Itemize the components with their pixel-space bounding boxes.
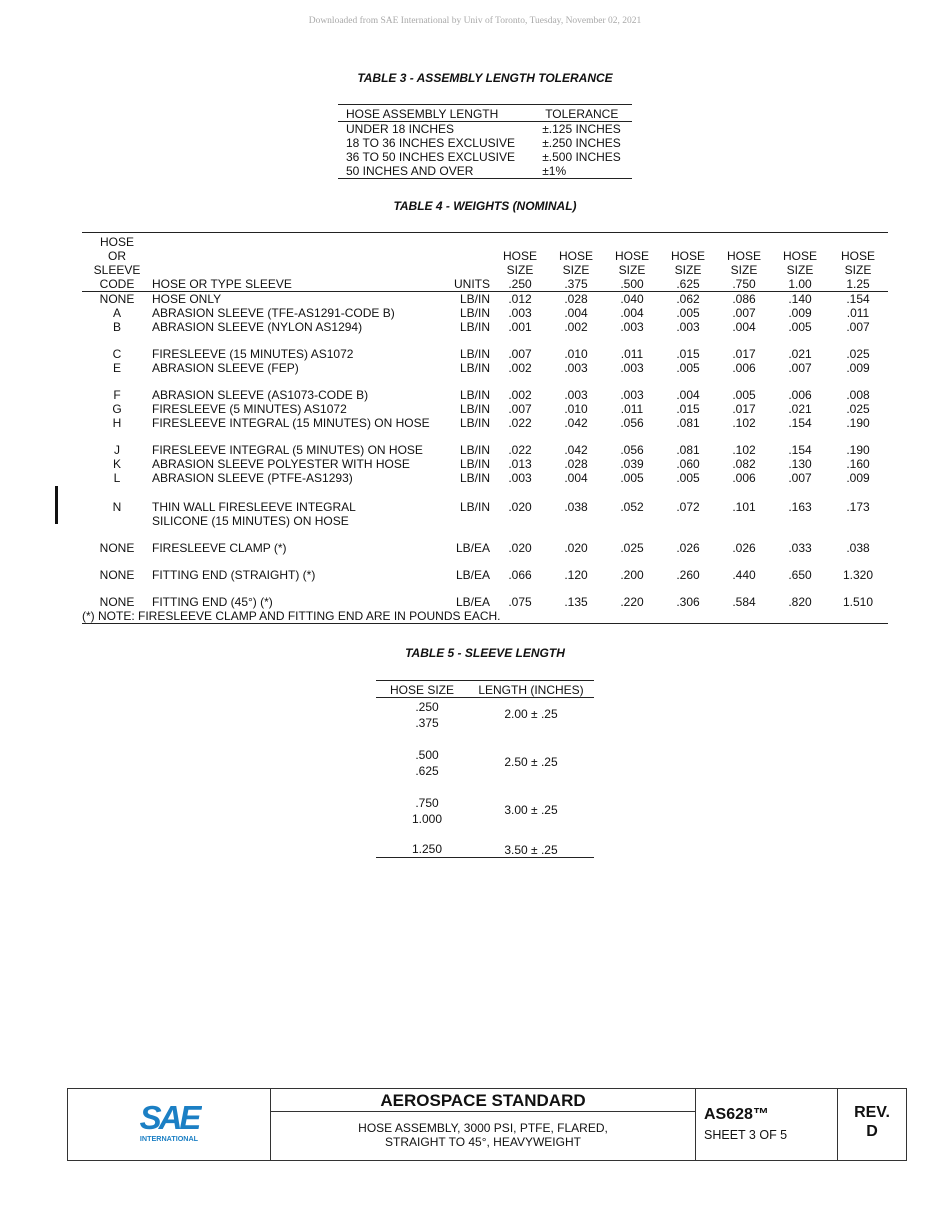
table3-header-length: HOSE ASSEMBLY LENGTH — [338, 105, 539, 122]
table4-cell: .650 — [788, 568, 812, 582]
table4-cell: .154 — [788, 443, 812, 457]
header-line: SIZE — [844, 263, 872, 277]
table-row — [82, 388, 888, 402]
header-line: SIZE — [786, 263, 814, 277]
revision-label: REV. — [854, 1104, 890, 1121]
table4-cell: .020 — [508, 541, 532, 555]
table4-cell: .072 — [676, 500, 700, 514]
table4-header-size — [604, 233, 660, 292]
table4-units-cell: LB/IN — [459, 388, 490, 402]
table4-description-cell: ABRASION SLEEVE (FEP) — [152, 361, 299, 375]
table4-code-cell: G — [112, 402, 122, 416]
table4-cell: .003 — [508, 471, 532, 485]
table4-cell: .010 — [564, 347, 588, 361]
table4-code-cell: L — [113, 471, 121, 485]
table4-cell — [604, 514, 660, 528]
table-row — [82, 498, 888, 514]
table4-code-cell: C — [112, 347, 122, 361]
table4-cell — [82, 514, 152, 528]
header-line: 1.25 — [846, 277, 870, 291]
spacer-row — [82, 430, 888, 443]
table4-cell: .154 — [846, 292, 870, 306]
table4-cell: .002 — [508, 361, 532, 375]
table-row — [82, 541, 888, 555]
spacer — [376, 730, 594, 746]
table4-header-description: HOSE OR TYPE SLEEVE — [152, 233, 442, 292]
table4-cell: .004 — [620, 306, 644, 320]
table4-cell: .260 — [676, 568, 700, 582]
table3-title: TABLE 3 - ASSEMBLY LENGTH TOLERANCE — [357, 71, 613, 85]
header-line: .625 — [676, 277, 700, 291]
header-line: HOSE — [726, 249, 761, 263]
table4-cell — [828, 514, 888, 528]
table4-units-cell: LB/IN — [459, 306, 490, 320]
table4-cell: .038 — [846, 541, 870, 555]
table4-cell: .007 — [508, 402, 532, 416]
table4-cell: .025 — [620, 541, 644, 555]
revision-cell — [838, 1089, 906, 1160]
spacer-row — [82, 528, 888, 541]
spacer — [376, 778, 594, 794]
table4-cell: .306 — [676, 595, 700, 609]
table4-cell: .003 — [564, 388, 588, 402]
table5-cell: 1.000 — [411, 812, 443, 826]
table4-code-cell: NONE — [99, 595, 135, 609]
table4-description-cell: FITTING END (STRAIGHT) (*) — [152, 568, 316, 582]
table5-header-length: LENGTH (INCHES) — [468, 681, 594, 698]
table4-code-cell: NONE — [99, 568, 135, 582]
table4-header-size — [492, 233, 548, 292]
table3-cell: ±.500 INCHES — [542, 150, 621, 164]
table4-cell: .220 — [620, 595, 644, 609]
table5-cell: 3.50 ± .25 — [504, 842, 558, 857]
table5-cell: .625 — [415, 764, 439, 778]
header-line: HOSE — [614, 249, 649, 263]
header-line: HOSE — [840, 249, 875, 263]
header-line: .250 — [508, 277, 532, 291]
table4-cell: .042 — [564, 443, 588, 457]
table4-cell: .042 — [564, 416, 588, 430]
table-row — [376, 794, 594, 810]
table4-header-units: UNITS — [442, 233, 492, 292]
table4-units-cell: LB/IN — [459, 292, 490, 306]
table4-description-cell: SILICONE (15 MINUTES) ON HOSE — [152, 514, 349, 528]
table4-cell: .007 — [732, 306, 756, 320]
table4-cell: .008 — [846, 388, 870, 402]
table4-cell — [772, 514, 828, 528]
header-line: .750 — [732, 277, 756, 291]
header-line: .500 — [620, 277, 644, 291]
table4-title: TABLE 4 - WEIGHTS (NOMINAL) — [393, 199, 577, 213]
document-title — [271, 1112, 695, 1149]
table4-cell: .002 — [508, 388, 532, 402]
table-row — [376, 842, 594, 858]
table3-assembly-length-tolerance — [338, 104, 632, 179]
table4-code-cell: A — [112, 306, 121, 320]
table4-description-cell: FIRESLEEVE INTEGRAL (5 MINUTES) ON HOSE — [152, 443, 423, 457]
table4-cell: .101 — [732, 500, 756, 514]
document-title-line: STRAIGHT TO 45°, HEAVYWEIGHT — [385, 1135, 581, 1149]
table4-cell: .002 — [564, 320, 588, 334]
table5-cell: .500 — [415, 748, 439, 762]
table4-cell: .003 — [620, 388, 644, 402]
header-line: HOSE — [99, 235, 134, 249]
table4-cell: .190 — [846, 416, 870, 430]
document-title-line: HOSE ASSEMBLY, 3000 PSI, PTFE, FLARED, — [358, 1121, 608, 1135]
spacer-row — [82, 555, 888, 568]
table3-cell: 50 INCHES AND OVER — [346, 164, 474, 178]
table4-cell: .001 — [508, 320, 532, 334]
table4-cell: .021 — [788, 347, 812, 361]
table4-cell: .005 — [732, 388, 756, 402]
table4-cell: .003 — [620, 361, 644, 375]
table4-description-cell: ABRASION SLEEVE (AS1073-CODE B) — [152, 388, 369, 402]
header-line: 1.00 — [788, 277, 812, 291]
table4-cell: .011 — [620, 347, 644, 361]
table4-cell: .056 — [620, 416, 644, 430]
table4-cell — [660, 514, 716, 528]
table4-cell: .007 — [508, 347, 532, 361]
table4-units-cell: LB/EA — [455, 595, 490, 609]
table5-cell: .250 — [415, 700, 439, 714]
doc-number-cell — [696, 1089, 838, 1160]
table4-cell: .022 — [508, 416, 532, 430]
table3-cell: ±1% — [542, 164, 567, 178]
table4-header-size — [548, 233, 604, 292]
table4-header-size — [660, 233, 716, 292]
table4-cell: .154 — [788, 416, 812, 430]
table4-header-code — [82, 233, 152, 292]
header-line: HOSE — [502, 249, 537, 263]
spacer — [82, 375, 888, 388]
download-watermark: Downloaded from SAE International by Univ of Toronto, Tuesday, November 02, 2021 — [308, 16, 642, 26]
table4-cell: .015 — [676, 402, 700, 416]
table4-cell: .081 — [676, 443, 700, 457]
table3-cell: ±.250 INCHES — [542, 136, 621, 150]
table4-description-cell: FIRESLEEVE INTEGRAL (15 MINUTES) ON HOSE — [152, 416, 430, 430]
table4-cell: .062 — [676, 292, 700, 306]
header-line: OR — [108, 249, 126, 263]
table-row — [82, 514, 888, 528]
table-row — [376, 746, 594, 762]
table4-cell: .004 — [564, 306, 588, 320]
title-block — [67, 1088, 907, 1161]
table4-cell: .013 — [508, 457, 532, 471]
table5-cell: 2.50 ± .25 — [504, 755, 558, 769]
table-row — [82, 347, 888, 361]
table4-cell: .021 — [788, 402, 812, 416]
table4-cell: .082 — [732, 457, 756, 471]
table4-description-cell: HOSE ONLY — [152, 292, 222, 306]
table4-cell: .022 — [508, 443, 532, 457]
table4-cell: .005 — [620, 471, 644, 485]
table5-cell: .750 — [415, 796, 439, 810]
table4-units-cell: LB/IN — [459, 443, 490, 457]
table-row — [338, 150, 632, 164]
header-line: SIZE — [562, 263, 590, 277]
table-row — [376, 698, 594, 715]
table4-cell: .130 — [788, 457, 812, 471]
table4-cell: .003 — [564, 361, 588, 375]
table4-cell: .038 — [564, 500, 588, 514]
table4-cell: .039 — [620, 457, 644, 471]
table5-cell: .375 — [415, 716, 439, 730]
table4-units-cell: LB/IN — [459, 347, 490, 361]
table4-description-cell: FIRESLEEVE (5 MINUTES) AS1072 — [152, 402, 347, 416]
table4-cell: .120 — [564, 568, 588, 582]
table4-cell: .011 — [846, 306, 870, 320]
table4-cell: .081 — [676, 416, 700, 430]
table4-cell: .007 — [788, 361, 812, 375]
table3-cell: 18 TO 36 INCHES EXCLUSIVE — [346, 136, 515, 150]
table4-cell: .200 — [620, 568, 644, 582]
table4-cell: .004 — [676, 388, 700, 402]
table4-cell: .025 — [846, 347, 870, 361]
table4-description-cell: FIRESLEEVE (15 MINUTES) AS1072 — [152, 347, 354, 361]
table4-cell: .004 — [732, 320, 756, 334]
table4-cell: .005 — [676, 361, 700, 375]
table4-cell: .003 — [620, 320, 644, 334]
table-row — [338, 136, 632, 150]
table4-cell: .006 — [788, 388, 812, 402]
table5-cell: 3.00 ± .25 — [504, 803, 558, 817]
table4-cell — [442, 514, 492, 528]
header-line: CODE — [99, 277, 135, 291]
table3-header-tolerance: TOLERANCE — [539, 105, 632, 122]
sae-logo-icon — [136, 1099, 202, 1143]
table4-cell: .020 — [508, 500, 532, 514]
table-row — [82, 292, 888, 307]
title-cell — [271, 1089, 696, 1160]
header-line: SIZE — [674, 263, 702, 277]
document-number: AS628™ — [704, 1106, 769, 1123]
table4-units-cell: LB/IN — [459, 471, 490, 485]
table-row — [82, 595, 888, 609]
table5-cell: 1.250 — [411, 842, 443, 856]
header-line: .375 — [564, 277, 588, 291]
table4-cell: .820 — [788, 595, 812, 609]
table4-code-cell: NONE — [99, 292, 135, 306]
spacer-row — [82, 334, 888, 347]
table5-title: TABLE 5 - SLEEVE LENGTH — [405, 646, 565, 660]
table4-cell: .033 — [788, 541, 812, 555]
logo-subtext: INTERNATIONAL — [139, 1134, 199, 1143]
table4-code-cell: NONE — [99, 541, 135, 555]
revision-change-bar — [55, 486, 58, 524]
table4-cell: .028 — [564, 457, 588, 471]
header-line: SIZE — [730, 263, 758, 277]
spacer — [82, 582, 888, 595]
table4-cell: .040 — [620, 292, 644, 306]
table4-cell: .440 — [732, 568, 756, 582]
table4-cell: .005 — [676, 471, 700, 485]
table4-units-cell: LB/IN — [459, 361, 490, 375]
spacer — [82, 555, 888, 568]
table4-cell: .163 — [788, 500, 812, 514]
table4-cell: .020 — [564, 541, 588, 555]
table5-sleeve-length — [376, 680, 594, 858]
table4-cell: .009 — [846, 471, 870, 485]
table4-units-cell: LB/IN — [459, 402, 490, 416]
spacer — [82, 334, 888, 347]
table4-cell: .026 — [676, 541, 700, 555]
table3-cell: 36 TO 50 INCHES EXCLUSIVE — [346, 150, 515, 164]
table4-weights-nominal — [82, 232, 888, 624]
table4-cell: .006 — [732, 361, 756, 375]
table4-cell: .026 — [732, 541, 756, 555]
table4-units-cell: LB/EA — [455, 568, 490, 582]
table4-units-cell: LB/IN — [459, 320, 490, 334]
header-line: HOSE — [558, 249, 593, 263]
table4-cell: .003 — [508, 306, 532, 320]
table4-description-cell: THIN WALL FIRESLEEVE INTEGRAL — [152, 500, 356, 514]
logo-text: SAE — [139, 1099, 199, 1136]
table4-cell: .017 — [732, 402, 756, 416]
table4-cell: .102 — [732, 443, 756, 457]
header-line: SIZE — [506, 263, 534, 277]
table3-cell: UNDER 18 INCHES — [346, 122, 455, 136]
table-row — [82, 568, 888, 582]
table4-code-cell: B — [112, 320, 121, 334]
table4-cell: .009 — [846, 361, 870, 375]
table4-code-cell: H — [112, 416, 122, 430]
table4-units-cell: LB/IN — [459, 500, 490, 514]
table-row — [82, 361, 888, 375]
table4-cell: .005 — [788, 320, 812, 334]
table4-header-size — [828, 233, 888, 292]
table4-cell: 1.510 — [842, 595, 874, 609]
table5-header-hose-size: HOSE SIZE — [376, 681, 468, 698]
table4-description-cell: ABRASION SLEEVE POLYESTER WITH HOSE — [152, 457, 410, 471]
table-row — [82, 416, 888, 430]
table4-cell: .007 — [846, 320, 870, 334]
table4-cell: .066 — [508, 568, 532, 582]
header-line: SIZE — [618, 263, 646, 277]
table-row — [82, 443, 888, 457]
table4-cell: .173 — [846, 500, 870, 514]
table4-description-cell: ABRASION SLEEVE (NYLON AS1294) — [152, 320, 363, 334]
table4-cell: .006 — [732, 471, 756, 485]
table4-cell: .005 — [676, 306, 700, 320]
table4-cell: .028 — [564, 292, 588, 306]
table4-header-size — [716, 233, 772, 292]
table4-code-cell: E — [112, 361, 121, 375]
table4-cell: .160 — [846, 457, 870, 471]
table4-cell: .140 — [788, 292, 812, 306]
table4-cell: .052 — [620, 500, 644, 514]
table4-cell — [548, 514, 604, 528]
spacer-row — [82, 375, 888, 388]
table4-cell: .009 — [788, 306, 812, 320]
table4-cell: .190 — [846, 443, 870, 457]
table4-cell: .075 — [508, 595, 532, 609]
table4-cell: .060 — [676, 457, 700, 471]
table4-cell: .015 — [676, 347, 700, 361]
table4-cell: .102 — [732, 416, 756, 430]
spacer-row — [82, 485, 888, 498]
table-row — [338, 164, 632, 179]
table-row — [82, 306, 888, 320]
spacer — [82, 485, 888, 498]
table4-cell: .017 — [732, 347, 756, 361]
table4-code-cell: N — [112, 500, 122, 514]
table4-description-cell: FITTING END (45°) (*) — [152, 595, 273, 609]
table4-cell: .010 — [564, 402, 588, 416]
table4-units-cell: LB/IN — [459, 416, 490, 430]
table4-cell: .135 — [564, 595, 588, 609]
spacer-row — [82, 582, 888, 595]
table4-header-size — [772, 233, 828, 292]
table4-units-cell: LB/IN — [459, 457, 490, 471]
table-row — [82, 402, 888, 416]
table4-description-cell: FIRESLEEVE CLAMP (*) — [152, 541, 287, 555]
table4-cell: 1.320 — [842, 568, 874, 582]
table4-cell: .012 — [508, 292, 532, 306]
sheet-number: SHEET 3 OF 5 — [704, 1128, 788, 1142]
table4-cell — [492, 514, 548, 528]
table4-cell — [716, 514, 772, 528]
logo-cell — [68, 1089, 271, 1160]
table4-description-cell: ABRASION SLEEVE (PTFE-AS1293) — [152, 471, 353, 485]
table4-code-cell: K — [112, 457, 121, 471]
table4-code-cell: J — [114, 443, 120, 457]
table3-cell: ±.125 INCHES — [542, 122, 621, 136]
table4-note: (*) NOTE: FIRESLEEVE CLAMP AND FITTING END ARE IN POUNDS EACH. — [82, 609, 501, 623]
spacer — [376, 826, 594, 842]
table4-description-cell: ABRASION SLEEVE (TFE-AS1291-CODE B) — [152, 306, 395, 320]
table-row — [82, 320, 888, 334]
table5-cell: 2.00 ± .25 — [504, 707, 558, 721]
table4-cell: .003 — [676, 320, 700, 334]
header-line: HOSE — [670, 249, 705, 263]
table4-note-row — [82, 609, 888, 624]
standard-type: AEROSPACE STANDARD — [271, 1089, 695, 1112]
revision-value: D — [866, 1123, 878, 1140]
table4-cell: .086 — [732, 292, 756, 306]
table-row — [82, 471, 888, 485]
table-row — [82, 457, 888, 471]
spacer — [82, 430, 888, 443]
table4-cell: .025 — [846, 402, 870, 416]
spacer — [82, 528, 888, 541]
header-line: HOSE — [782, 249, 817, 263]
table4-cell: .011 — [620, 402, 644, 416]
table4-cell: .007 — [788, 471, 812, 485]
table4-cell: .056 — [620, 443, 644, 457]
table-row — [338, 122, 632, 137]
table4-cell: .584 — [732, 595, 756, 609]
header-line: SLEEVE — [93, 263, 141, 277]
table4-cell: .004 — [564, 471, 588, 485]
table4-code-cell: F — [113, 388, 121, 402]
table4-units-cell: LB/EA — [455, 541, 490, 555]
